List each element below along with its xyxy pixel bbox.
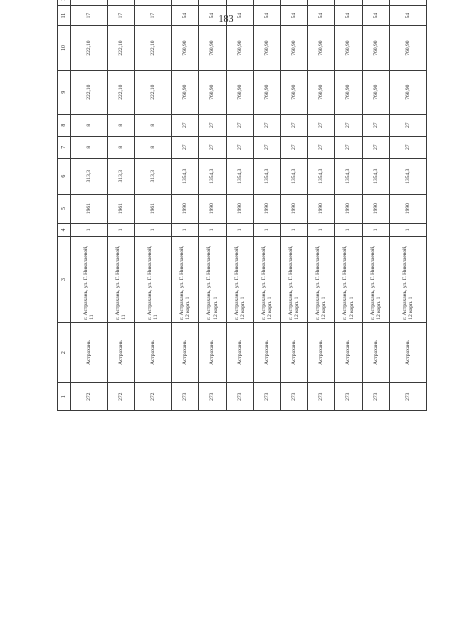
table-row: [308, 0, 335, 411]
column-number-row: [58, 0, 71, 411]
column-12-cell: [281, 0, 308, 5]
area-cell: 760,90: [335, 26, 362, 70]
column-4-cell: 1: [308, 223, 335, 237]
column-8-cell: 27: [172, 114, 199, 136]
municipality-cell: Астрахань: [172, 322, 199, 383]
year-built-cell: 1990: [172, 194, 199, 223]
table-row: [253, 0, 280, 411]
column-12-cell: [362, 0, 389, 5]
column-4-cell: 1: [135, 223, 172, 237]
header-cell: 5: [58, 194, 71, 223]
municipality-cell: Астрахань: [253, 322, 280, 383]
residents-cell: 54: [226, 5, 253, 26]
column-12-cell: [253, 0, 280, 5]
column-4-cell: 1: [199, 223, 226, 237]
area-cell: 222,10: [135, 70, 172, 114]
area-cell: 760,90: [226, 70, 253, 114]
header-cell: 7: [58, 136, 71, 158]
object-number-cell: 273: [172, 383, 199, 411]
area-cell: 222,10: [71, 26, 108, 70]
area-cell: 760,90: [172, 26, 199, 70]
column-7-cell: 8: [135, 136, 172, 158]
header-cell: 2: [58, 322, 71, 383]
municipality-cell: Астрахань: [335, 322, 362, 383]
column-8-cell: 27: [253, 114, 280, 136]
total-area-cell: 313,3: [71, 158, 108, 194]
column-12-cell: [389, 0, 426, 5]
header-cell: 8: [58, 114, 71, 136]
area-cell: 760,90: [253, 70, 280, 114]
column-12-cell: [335, 0, 362, 5]
column-7-cell: 27: [308, 136, 335, 158]
area-cell: 760,90: [172, 70, 199, 114]
area-cell: 222,10: [71, 70, 108, 114]
column-7-cell: 8: [108, 136, 135, 158]
municipality-cell: Астрахань: [389, 322, 426, 383]
object-number-cell: 273: [199, 383, 226, 411]
area-cell: 760,90: [199, 70, 226, 114]
total-area-cell: 1354,3: [199, 158, 226, 194]
column-8-cell: 27: [335, 114, 362, 136]
header-cell: 11: [58, 5, 71, 26]
municipality-cell: Астрахань: [108, 322, 135, 383]
header-cell: 4: [58, 223, 71, 237]
column-8-cell: 8: [108, 114, 135, 136]
residents-cell: 54: [172, 5, 199, 26]
year-built-cell: 1990: [281, 194, 308, 223]
year-built-cell: 1990: [335, 194, 362, 223]
column-7-cell: 27: [253, 136, 280, 158]
residents-cell: 17: [108, 5, 135, 26]
municipality-cell: Астрахань: [71, 322, 108, 383]
column-8-cell: 8: [71, 114, 108, 136]
area-cell: 760,90: [199, 26, 226, 70]
total-area-cell: 1354,3: [172, 158, 199, 194]
column-12-cell: [226, 0, 253, 5]
header-cell: 9: [58, 70, 71, 114]
column-7-cell: 27: [199, 136, 226, 158]
column-4-cell: 1: [253, 223, 280, 237]
municipality-cell: Астрахань: [281, 322, 308, 383]
column-4-cell: 1: [281, 223, 308, 237]
municipality-cell: Астрахань: [308, 322, 335, 383]
object-number-cell: 272: [108, 383, 135, 411]
residents-cell: 54: [362, 5, 389, 26]
column-4-cell: 1: [108, 223, 135, 237]
column-4-cell: 1: [389, 223, 426, 237]
table-row: [335, 0, 362, 411]
object-number-cell: 272: [135, 383, 172, 411]
header-cell: [58, 0, 71, 5]
residents-cell: 54: [308, 5, 335, 26]
column-8-cell: 27: [281, 114, 308, 136]
total-area-cell: 1354,3: [308, 158, 335, 194]
municipality-cell: Астрахань: [199, 322, 226, 383]
column-7-cell: 27: [335, 136, 362, 158]
total-area-cell: 1354,3: [335, 158, 362, 194]
column-8-cell: 27: [199, 114, 226, 136]
rotated-table-container: [57, 0, 427, 411]
address-cell: г. Астрахань, ул. Г. Николаевой, 12 корп. 1: [226, 237, 253, 322]
residents-cell: 54: [253, 5, 280, 26]
area-cell: 760,90: [389, 26, 426, 70]
address-cell: г. Астрахань, ул. Г. Николаевой, 11: [108, 237, 135, 322]
total-area-cell: 1354,3: [253, 158, 280, 194]
municipality-cell: Астрахань: [135, 322, 172, 383]
municipality-cell: Астрахань: [226, 322, 253, 383]
area-cell: 222,10: [108, 26, 135, 70]
object-number-cell: 273: [335, 383, 362, 411]
table-row: [172, 0, 199, 411]
column-7-cell: 27: [172, 136, 199, 158]
column-8-cell: 27: [308, 114, 335, 136]
total-area-cell: 1354,3: [389, 158, 426, 194]
column-12-cell: [308, 0, 335, 5]
area-cell: 760,90: [226, 26, 253, 70]
table-row: [389, 0, 426, 411]
column-7-cell: 27: [281, 136, 308, 158]
column-4-cell: 1: [362, 223, 389, 237]
year-built-cell: 1961: [108, 194, 135, 223]
repair-schedule-table: [57, 0, 427, 411]
residents-cell: 54: [199, 5, 226, 26]
residents-cell: 17: [135, 5, 172, 26]
page-number: 183: [218, 14, 234, 25]
header-cell: 6: [58, 158, 71, 194]
column-12-cell: [135, 0, 172, 5]
column-8-cell: 8: [135, 114, 172, 136]
total-area-cell: 1354,3: [281, 158, 308, 194]
column-12-cell: [199, 0, 226, 5]
column-12-cell: [172, 0, 199, 5]
residents-cell: 54: [281, 5, 308, 26]
table-row: [199, 0, 226, 411]
column-8-cell: 27: [226, 114, 253, 136]
object-number-cell: 273: [281, 383, 308, 411]
column-8-cell: 27: [362, 114, 389, 136]
year-built-cell: 1990: [253, 194, 280, 223]
area-cell: 222,10: [135, 26, 172, 70]
table-row: [135, 0, 172, 411]
address-cell: г. Астрахань, ул. Г. Николаевой, 11: [135, 237, 172, 322]
table-row: [226, 0, 253, 411]
address-cell: г. Астрахань, ул. Г. Николаевой, 12 корп. 1: [308, 237, 335, 322]
year-built-cell: 1990: [308, 194, 335, 223]
header-cell: 10: [58, 26, 71, 70]
address-cell: г. Астрахань, ул. Г. Николаевой, 12 корп. 1: [172, 237, 199, 322]
header-cell: 1: [58, 383, 71, 411]
area-cell: 222,10: [108, 70, 135, 114]
table-row: [362, 0, 389, 411]
area-cell: 760,90: [281, 70, 308, 114]
total-area-cell: 313,3: [135, 158, 172, 194]
column-7-cell: 8: [71, 136, 108, 158]
column-7-cell: 27: [362, 136, 389, 158]
table-row: [281, 0, 308, 411]
area-cell: 760,90: [362, 26, 389, 70]
object-number-cell: 273: [226, 383, 253, 411]
year-built-cell: 1990: [226, 194, 253, 223]
table-row: [71, 0, 108, 411]
area-cell: 760,90: [281, 26, 308, 70]
column-7-cell: 27: [389, 136, 426, 158]
column-4-cell: 1: [71, 223, 108, 237]
year-built-cell: 1961: [71, 194, 108, 223]
address-cell: г. Астрахань, ул. Г. Николаевой, 12 корп. 1: [199, 237, 226, 322]
object-number-cell: 273: [389, 383, 426, 411]
area-cell: 760,90: [389, 70, 426, 114]
year-built-cell: 1961: [135, 194, 172, 223]
address-cell: г. Астрахань, ул. Г. Николаевой, 12 корп. 1: [335, 237, 362, 322]
residents-cell: 17: [71, 5, 108, 26]
column-4-cell: 1: [172, 223, 199, 237]
year-built-cell: 1990: [389, 194, 426, 223]
residents-cell: 54: [389, 5, 426, 26]
area-cell: 760,90: [308, 26, 335, 70]
total-area-cell: 1354,3: [362, 158, 389, 194]
address-cell: г. Астрахань, ул. Г. Николаевой, 12 корп. 1: [389, 237, 426, 322]
total-area-cell: 1354,3: [226, 158, 253, 194]
object-number-cell: 273: [362, 383, 389, 411]
area-cell: 760,90: [253, 26, 280, 70]
column-12-cell: [71, 0, 108, 5]
column-4-cell: 1: [226, 223, 253, 237]
header-cell: 3: [58, 237, 71, 322]
column-12-cell: [108, 0, 135, 5]
area-cell: 760,90: [308, 70, 335, 114]
address-cell: г. Астрахань, ул. Г. Николаевой, 12 корп. 1: [281, 237, 308, 322]
address-cell: г. Астрахань, ул. Г. Николаевой, 12 корп. 1: [253, 237, 280, 322]
table-row: [108, 0, 135, 411]
object-number-cell: 273: [308, 383, 335, 411]
area-cell: 760,90: [335, 70, 362, 114]
total-area-cell: 313,3: [108, 158, 135, 194]
column-8-cell: 27: [389, 114, 426, 136]
column-7-cell: 27: [226, 136, 253, 158]
column-4-cell: 1: [335, 223, 362, 237]
area-cell: 760,90: [362, 70, 389, 114]
address-cell: г. Астрахань, ул. Г. Николаевой, 11: [71, 237, 108, 322]
object-number-cell: 273: [253, 383, 280, 411]
year-built-cell: 1990: [362, 194, 389, 223]
residents-cell: 54: [335, 5, 362, 26]
object-number-cell: 272: [71, 383, 108, 411]
year-built-cell: 1990: [199, 194, 226, 223]
municipality-cell: Астрахань: [362, 322, 389, 383]
address-cell: г. Астрахань, ул. Г. Николаевой, 12 корп. 1: [362, 237, 389, 322]
